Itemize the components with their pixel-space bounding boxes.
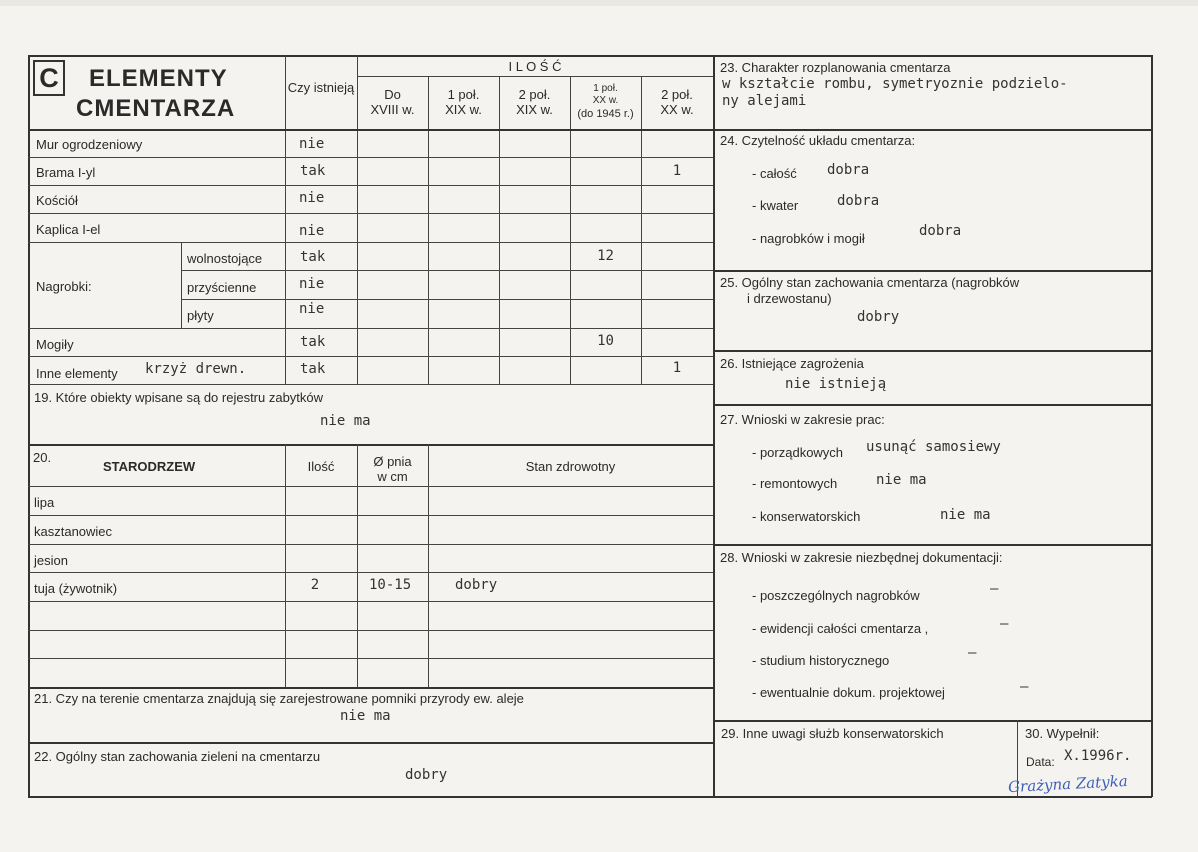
q20-col-diam-line2: w cm <box>377 469 408 484</box>
q26-answer: nie istnieją <box>785 376 887 392</box>
q22-label: 22. Ogólny stan zachowania zieleni na cmentarzu <box>34 749 321 764</box>
period-4-line3: (do 1945 r.) <box>577 108 634 120</box>
hline-q28-bottom <box>713 720 1152 722</box>
q28-label: 28. Wnioski w zakresie niezbędnej dokumentacji: <box>720 550 1003 565</box>
hline-q27-bottom <box>713 544 1152 546</box>
q21-label: 21. Czy na terenie cmentarza znajdują się zarejestrowane pomniki przyrody ew. aleje <box>34 691 524 706</box>
row-wolnostojace-label: wolnostojące <box>187 251 263 266</box>
vline-p1 <box>428 76 429 384</box>
row-plyty-exists: nie <box>299 301 325 317</box>
row-przyscienne-label: przyścienne <box>187 280 257 295</box>
hline-s-bottom <box>28 687 713 689</box>
q28-item-3-value: – <box>968 645 977 661</box>
hline-r2 <box>28 185 713 186</box>
hline-ilosc <box>357 76 713 77</box>
period-5-line1: 2 poł. <box>661 87 693 102</box>
hline-r1 <box>28 157 713 158</box>
hline-s4 <box>28 572 713 573</box>
border-left <box>28 55 30 797</box>
row-plyty-label: płyty <box>187 308 214 323</box>
q24-label: 24. Czytelność układu cmentarza: <box>720 133 916 148</box>
q24-item-2-label: - kwater <box>752 198 799 213</box>
title-line2: CMENTARZA <box>76 95 236 122</box>
row-kaplica-label: Kaplica I-el <box>36 222 101 237</box>
period-1-line2: XVIII w. <box>370 102 415 117</box>
row-inne-label: Inne elementy <box>36 366 118 381</box>
q24-item-1-label: - całość <box>752 166 797 181</box>
row-inne-exists: tak <box>300 361 326 377</box>
hline-r4 <box>28 242 713 243</box>
row-wolnostojace-exists: tak <box>300 249 326 265</box>
tree-row-1-name: lipa <box>34 495 55 510</box>
vline-p2 <box>499 76 500 384</box>
column-divider <box>713 55 715 797</box>
row-mur-label: Mur ogrodzeniowy <box>36 137 143 152</box>
q30-date-value: X.1996r. <box>1064 748 1132 764</box>
section-letter: C <box>33 60 65 96</box>
period-3-line2: XIX w. <box>516 102 553 117</box>
hline-q24-bottom <box>713 270 1152 272</box>
row-kaplica-exists: nie <box>299 223 325 239</box>
q20-col-health: Stan zdrowotny <box>525 459 616 474</box>
q25-label-line2: i drzewostanu) <box>747 291 832 306</box>
row-kosciol-exists: nie <box>299 190 325 206</box>
hline-q23-bottom <box>713 129 1152 131</box>
row-kosciol-label: Kościół <box>36 193 78 208</box>
period-2-line1: 1 poł. <box>447 87 480 102</box>
q30-signature: Grażyna Zatyka <box>1007 771 1129 797</box>
q27-item-3-label: - konserwatorskich <box>752 509 861 524</box>
row-nagrobki-label: Nagrobki: <box>36 279 92 294</box>
row-mur-exists: nie <box>299 136 325 152</box>
q30-date-label: Data: <box>1026 755 1055 769</box>
vline-p4 <box>641 76 642 384</box>
period-4-line2: XX w. <box>592 95 619 106</box>
border-top <box>28 55 1152 57</box>
row-przyscienne-exists: nie <box>299 276 325 292</box>
hline-s2 <box>28 515 713 516</box>
hline-q26-bottom <box>713 404 1152 406</box>
period-2-line2: XIX w. <box>445 102 482 117</box>
vline-nagrobki <box>181 242 182 328</box>
q23-answer-line1: w kształcie rombu, symetryoznie podzielo- <box>722 76 1068 92</box>
hline-r5 <box>181 270 713 271</box>
period-4-line1: 1 poł. <box>593 83 618 94</box>
hline-s7 <box>28 658 713 659</box>
tree-row-4-name: tuja (żywotnik) <box>34 581 118 596</box>
hline-s5 <box>28 601 713 602</box>
row-brama-exists: tak <box>300 163 326 179</box>
row-brama-label: Brama I-yl <box>36 165 96 180</box>
hline-header-bottom <box>28 129 713 131</box>
row-wolnostojace-p4: 12 <box>597 248 614 264</box>
q28-item-1-value: – <box>990 581 999 597</box>
tree-row-4-count: 2 <box>310 577 320 593</box>
q30-label: 30. Wypełnił: <box>1025 726 1100 741</box>
q21-answer: nie ma <box>340 708 391 724</box>
period-3-line1: 2 poł. <box>518 87 551 102</box>
row-mogily-p4: 10 <box>597 333 614 349</box>
hline-r9 <box>28 384 713 385</box>
q24-item-2-value: dobra <box>837 193 880 209</box>
border-right <box>1151 55 1153 797</box>
q28-item-4-value: – <box>1020 679 1029 695</box>
hline-r8 <box>28 356 713 357</box>
q22-answer: dobry <box>405 767 448 783</box>
q20-col-count: Ilość <box>307 459 335 474</box>
tree-row-4-health: dobry <box>455 577 498 593</box>
hline-q19-bottom <box>28 444 713 446</box>
row-mogily-exists: tak <box>300 334 326 350</box>
q27-item-2-value: nie ma <box>876 472 927 488</box>
q28-item-3-label: - studium historycznego <box>752 653 890 668</box>
tree-row-3-name: jesion <box>34 553 68 568</box>
q29-label: 29. Inne uwagi służb konserwatorskich <box>721 726 944 741</box>
q27-item-1-label: - porządkowych <box>752 445 844 460</box>
q27-item-3-value: nie ma <box>940 507 991 523</box>
hline-r7 <box>28 328 713 329</box>
hline-q25-bottom <box>713 350 1152 352</box>
q20-number: 20. <box>33 450 52 465</box>
q25-answer: dobry <box>857 309 900 325</box>
row-inne-p5: 1 <box>672 360 682 376</box>
card-edge <box>0 0 1198 6</box>
q28-item-4-label: - ewentualnie dokum. projektowej <box>752 685 945 700</box>
q24-item-3-value: dobra <box>919 223 962 239</box>
quantity-header: I L O Ś Ć <box>508 59 562 74</box>
vline-s1 <box>285 444 286 687</box>
vline-s3 <box>428 444 429 687</box>
q19-label: 19. Które obiekty wpisane są do rejestru zabytków <box>34 390 324 405</box>
hline-s3 <box>28 544 713 545</box>
q23-answer-line2: ny alejami <box>722 93 807 109</box>
q28-item-2-value: – <box>1000 616 1009 632</box>
q24-item-1-value: dobra <box>827 162 870 178</box>
hline-r3 <box>28 213 713 214</box>
title-line1: ELEMENTY <box>89 65 228 92</box>
q20-title: STARODRZEW <box>103 459 196 474</box>
vline-exists-left <box>285 55 286 384</box>
hline-q21-bottom <box>28 742 713 744</box>
q27-item-2-label: - remontowych <box>752 476 838 491</box>
exists-column-header: Czy istnieją <box>287 80 355 95</box>
tree-row-2-name: kasztanowiec <box>34 524 113 539</box>
hline-r6 <box>181 299 713 300</box>
row-mogily-label: Mogiły <box>36 337 74 352</box>
q28-item-1-label: - poszczególnych nagrobków <box>752 588 920 603</box>
q20-col-diam-line1: Ø pnia <box>373 454 412 469</box>
q27-label: 27. Wnioski w zakresie prac: <box>720 412 885 427</box>
q24-item-3-label: - nagrobków i mogił <box>752 231 865 246</box>
q23-label: 23. Charakter rozplanowania cmentarza <box>720 60 951 75</box>
hline-s1 <box>28 486 713 487</box>
q28-item-2-label: - ewidencji całości cmentarza , <box>752 621 929 636</box>
tree-row-4-diam: 10-15 <box>369 577 412 593</box>
row-brama-p5: 1 <box>672 163 682 179</box>
border-bottom <box>28 796 1152 798</box>
q25-label-line1: 25. Ogólny stan zachowania cmentarza (nagrobków <box>720 275 1020 290</box>
q19-answer: nie ma <box>320 413 371 429</box>
row-inne-handwritten: krzyż drewn. <box>145 361 247 377</box>
q27-item-1-value: usunąć samosiewy <box>866 439 1001 455</box>
hline-s6 <box>28 630 713 631</box>
q26-label: 26. Istniejące zagrożenia <box>720 356 864 371</box>
period-1-line1: Do <box>384 87 401 102</box>
period-5-line2: XX w. <box>660 102 694 117</box>
